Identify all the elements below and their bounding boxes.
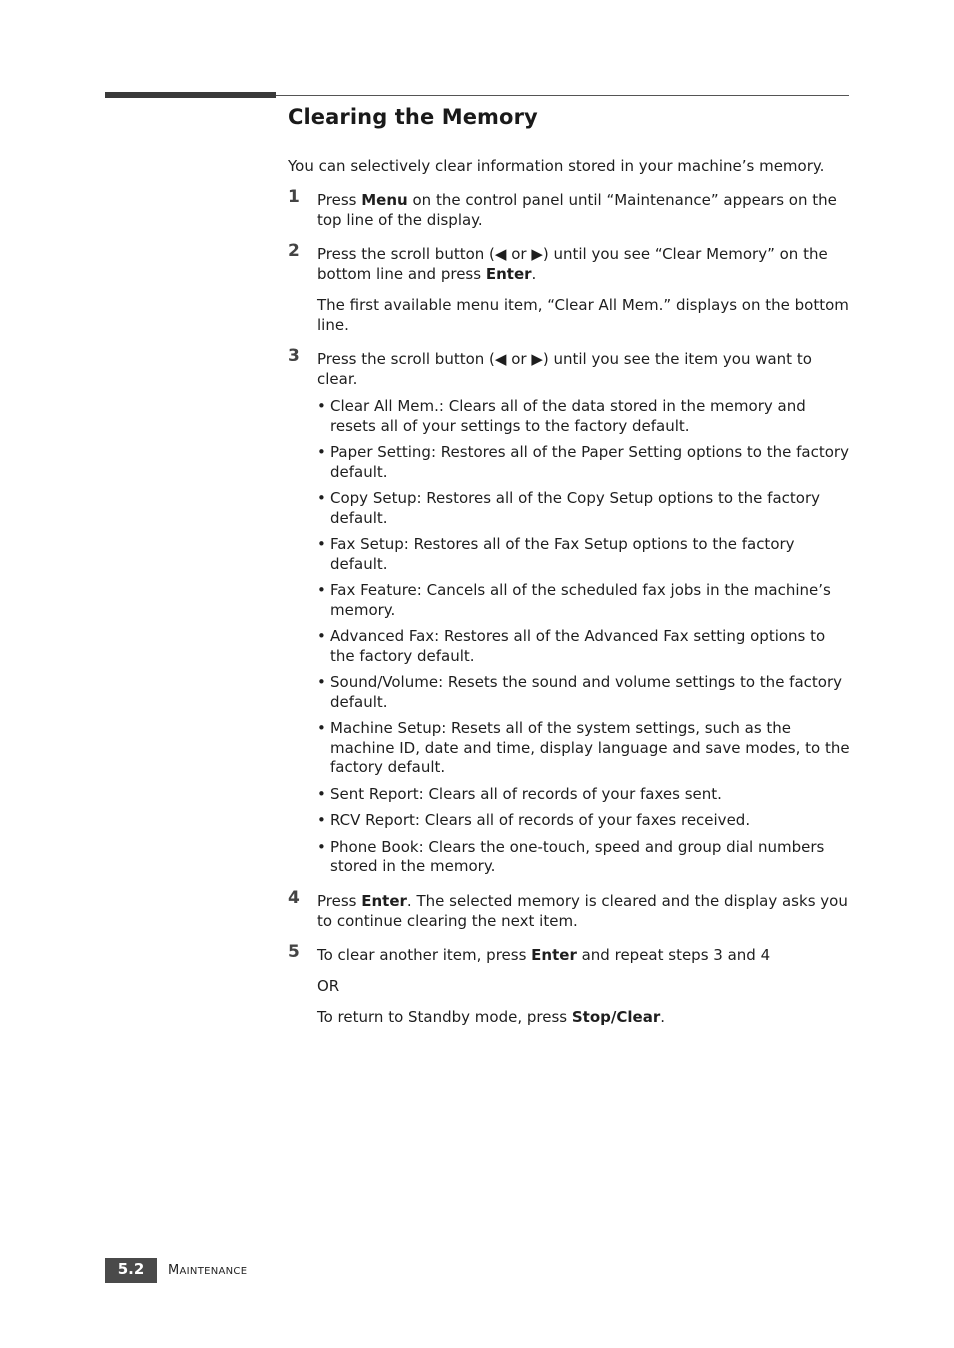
list-item: • Advanced Fax: Restores all of the Advanced Fax setting options to the factory default.	[317, 627, 826, 665]
list-item: • Copy Setup: Restores all of the Copy Setup options to the factory default.	[317, 489, 820, 527]
step-number: 2	[288, 241, 300, 261]
header-rule-thick	[105, 92, 276, 98]
option-list	[317, 397, 850, 877]
step-text: Press Enter. The selected memory is cleared and the display asks you to continue clearing the next item.	[317, 891, 848, 930]
step-text: To clear another item, press Enter and repeat steps 3 and 4	[317, 945, 771, 964]
step-text: Press the scroll button (◀ or ▶) until you see the item you want to clear.	[317, 350, 812, 388]
step-number: 3	[288, 346, 300, 366]
list-item: • RCV Report: Clears all of records of your faxes received.	[317, 811, 751, 829]
step-1	[288, 187, 850, 230]
step-4	[288, 887, 850, 931]
step-2	[288, 241, 850, 335]
list-item: • Phone Book: Clears the one-touch, speed and group dial numbers stored in the memory.	[317, 837, 825, 875]
list-item: • Fax Setup: Restores all of the Fax Setup options to the factory default.	[317, 535, 795, 573]
step-number: 4	[288, 887, 300, 908]
list-item: • Machine Setup: Resets all of the system settings, such as the machine ID, date and time, display language and save modes, to the factory default.	[317, 719, 850, 776]
page-number-badge: 5.2	[105, 1258, 157, 1283]
step-text: Press Menu on the control panel until “Maintenance” appears on the top line of the display.	[317, 191, 837, 229]
list-item: • Sound/Volume: Resets the sound and volume settings to the factory default.	[317, 673, 843, 711]
step-or: OR	[317, 976, 340, 995]
page-content	[288, 105, 850, 1027]
list-item: • Fax Feature: Cancels all of the scheduled fax jobs in the machine’s memory.	[317, 581, 831, 619]
header-rule-thin	[276, 95, 849, 96]
step-number: 5	[288, 941, 300, 962]
intro-text: You can selectively clear information stored in your machine’s memory.	[288, 157, 825, 175]
list-item: • Sent Report: Clears all of records of your faxes sent.	[317, 784, 722, 803]
step-text: Press the scroll button (◀ or ▶) until you see “Clear Memory” on the bottom line and press Enter.	[317, 245, 828, 283]
list-item: • Paper Setting: Restores all of the Paper Setting options to the factory default.	[317, 443, 849, 481]
list-item: • Clear All Mem.: Clears all of the data stored in the memory and resets all of your settings to the factory default.	[317, 397, 806, 435]
section-label: MAINTENANCE	[168, 1263, 248, 1278]
step-5	[288, 941, 850, 1027]
step-alt-text: To return to Standby mode, press Stop/Clear.	[317, 1007, 665, 1026]
step-3	[288, 346, 850, 877]
page-title: Clearing the Memory	[288, 105, 538, 129]
step-number: 1	[288, 187, 300, 207]
step-note: The first available menu item, “Clear All Mem.” displays on the bottom line.	[317, 296, 849, 334]
